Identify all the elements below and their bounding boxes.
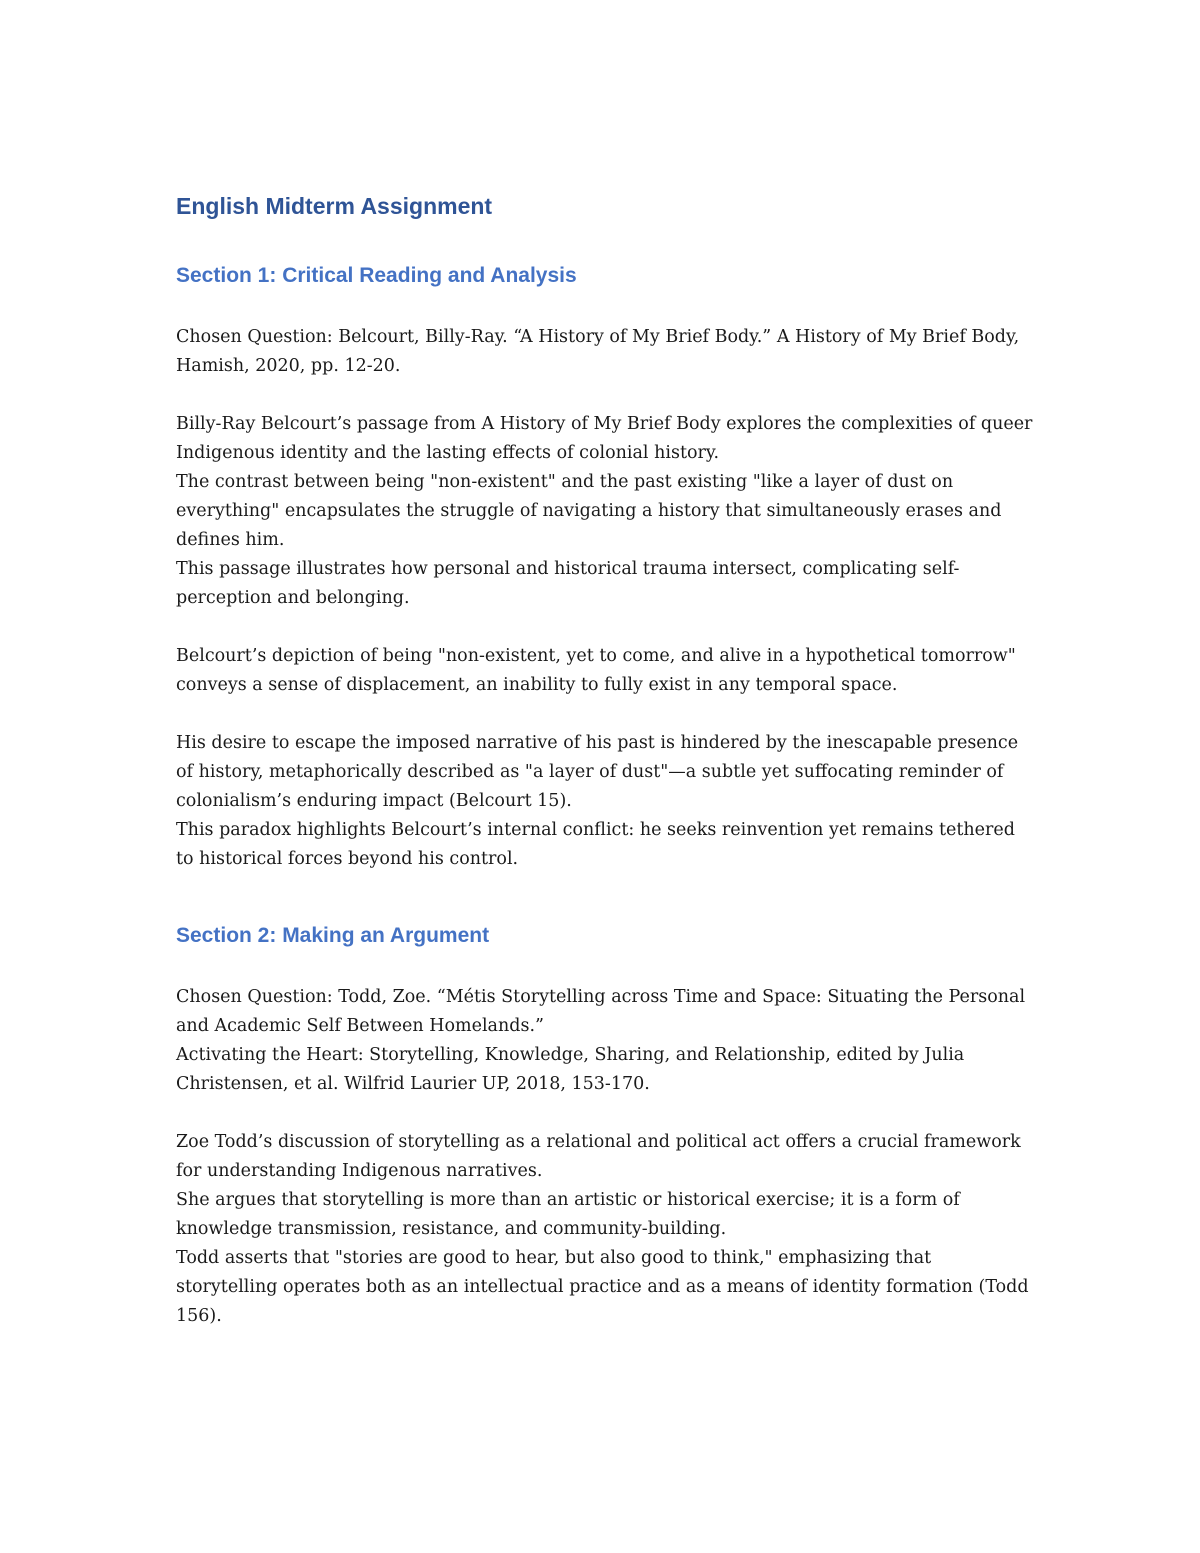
section-2-heading: Section 2: Making an Argument [176,924,490,947]
citation-line: Chosen Question: Belcourt, Billy-Ray. “A History of My Brief Body.” A History of My Brief Body, Hamish, 2020, pp. 12-20. [176,327,1020,376]
citation-line: Chosen Question: Todd, Zoe. “Métis Storytelling across Time and Space: Situating the Personal and Academic Self Between Homelands.” [176,987,1026,1036]
citation-line: Activating the Heart: Storytelling, Knowledge, Sharing, and Relationship, edited by Julia Christensen, et al. Wilfrid Laurier UP, 2018, 153-170. [176,1045,965,1094]
sentence: Zoe Todd’s discussion of storytelling as a relational and political act offers a crucial framework for understanding Indigenous narratives. [176,1132,1021,1181]
sentence: Belcourt’s depiction of being "non-existent, yet to come, and alive in a hypothetical tomorrow" conveys a sense of displacement, an inability to fully exist in any temporal space. [176,646,1016,695]
sentence: Billy-Ray Belcourt’s passage from A History of My Brief Body explores the complexities of queer Indigenous identity and the lasting effects of colonial history. [176,414,1033,463]
sentence: She argues that storytelling is more than an artistic or historical exercise; it is a form of knowledge transmission, resistance, and community-building. [176,1190,960,1239]
document-title: English Midterm Assignment [176,193,493,219]
section-2-paragraph-1 [176,1128,1036,1331]
sentence: This paradox highlights Belcourt’s internal conflict: he seeks reinvention yet remains tethered to historical forces beyond his control. [176,820,1015,869]
section-1-paragraph-1 [176,410,1036,613]
sentence: This passage illustrates how personal and historical trauma intersect, complicating self-perception and belonging. [176,559,960,608]
section-2-chosen-question [176,983,1036,1099]
section-1-paragraph-3 [176,729,1036,874]
document-body [176,186,1036,1360]
section-1-paragraph-2 [176,642,1036,700]
sentence: The contrast between being "non-existent" and the past existing "like a layer of dust on everything" encapsulates the struggle of navigating a history that simultaneously erases and defines him. [176,472,1002,550]
section-1-heading: Section 1: Critical Reading and Analysis [176,264,577,287]
section-1-chosen-question [176,323,1036,381]
sentence: Todd asserts that "stories are good to hear, but also good to think," emphasizing that storytelling operates both as an intellectual practice and as a means of identity formation (Todd 156). [176,1248,1029,1326]
sentence: His desire to escape the imposed narrative of his past is hindered by the inescapable presence of history, metaphorically described as "a layer of dust"—a subtle yet suffocating reminder of colonialism’s enduring impact (Belcourt 15). [176,733,1019,811]
